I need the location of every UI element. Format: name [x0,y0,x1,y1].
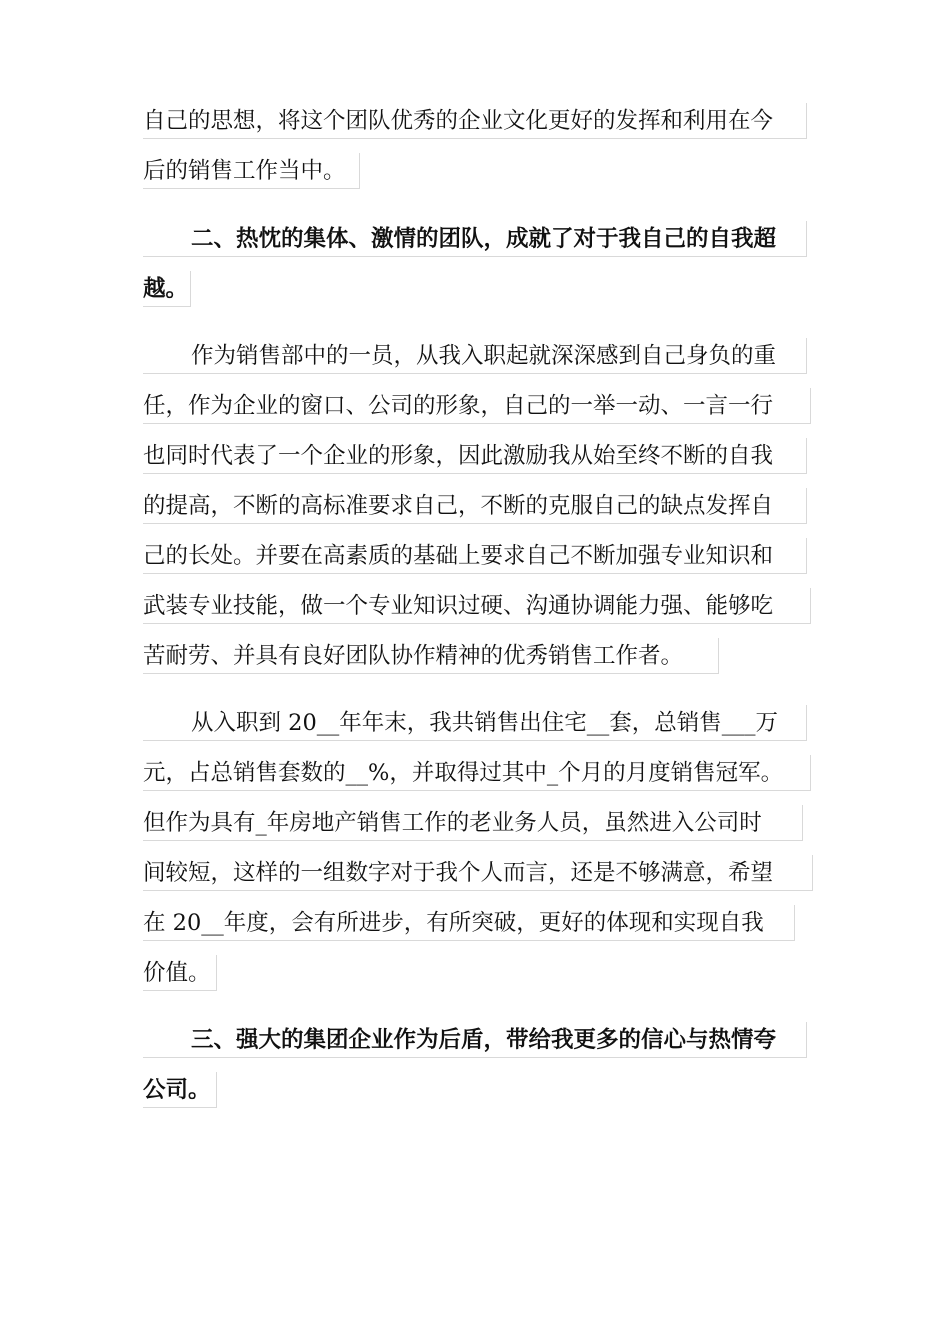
section-heading-text: 三、强大的集团企业作为后盾，带给我更多的信心与热情夸 [191,1027,777,1053]
paragraph-line: 任，作为企业的窗口、公司的形象，自己的一举一动、一言一行 [143,388,811,424]
paragraph-line [143,705,807,741]
section-heading-line [143,1022,807,1058]
paragraph-line: 武装专业技能，做一个专业知识过硬、沟通协调能力强、能够吃 [143,588,811,624]
section-heading-text: 二、热忱的集体、激情的团队，成就了对于我自己的自我超 [191,226,777,252]
paragraph-line [143,338,807,374]
paragraph-line: 的提高，不断的高标准要求自己，不断的克服自己的缺点发挥自 [143,488,807,524]
paragraph-text: 作为销售部中的一员，从我入职起就深深感到自己身负的重 [191,343,777,369]
paragraph-line: 间较短，这样的一组数字对于我个人而言，还是不够满意，希望 [143,855,813,891]
paragraph-line: 在 20__年度，会有所进步，有所突破，更好的体现和实现自我 [143,905,795,941]
paragraph-line: 但作为具有_年房地产销售工作的老业务人员，虽然进入公司时 [143,805,803,841]
paragraph-line: 后的销售工作当中。 [143,153,360,189]
paragraph-text: 从入职到 20__年年末，我共销售出住宅__套，总销售___万 [191,710,779,736]
paragraph-line: 元，占总销售套数的__%，并取得过其中_个月的月度销售冠军。 [143,755,811,791]
paragraph-line: 价值。 [143,955,217,991]
section-heading-line [143,221,807,257]
paragraph-line: 己的长处。并要在高素质的基础上要求自己不断加强专业知识和 [143,538,807,574]
paragraph-line: 自己的思想，将这个团队优秀的企业文化更好的发挥和利用在今 [143,103,807,139]
section-heading-line: 越。 [143,271,191,307]
paragraph-line: 也同时代表了一个企业的形象，因此激励我从始至终不断的自我 [143,438,807,474]
paragraph-line: 苦耐劳、并具有良好团队协作精神的优秀销售工作者。 [143,638,719,674]
section-heading-line: 公司。 [143,1072,217,1108]
